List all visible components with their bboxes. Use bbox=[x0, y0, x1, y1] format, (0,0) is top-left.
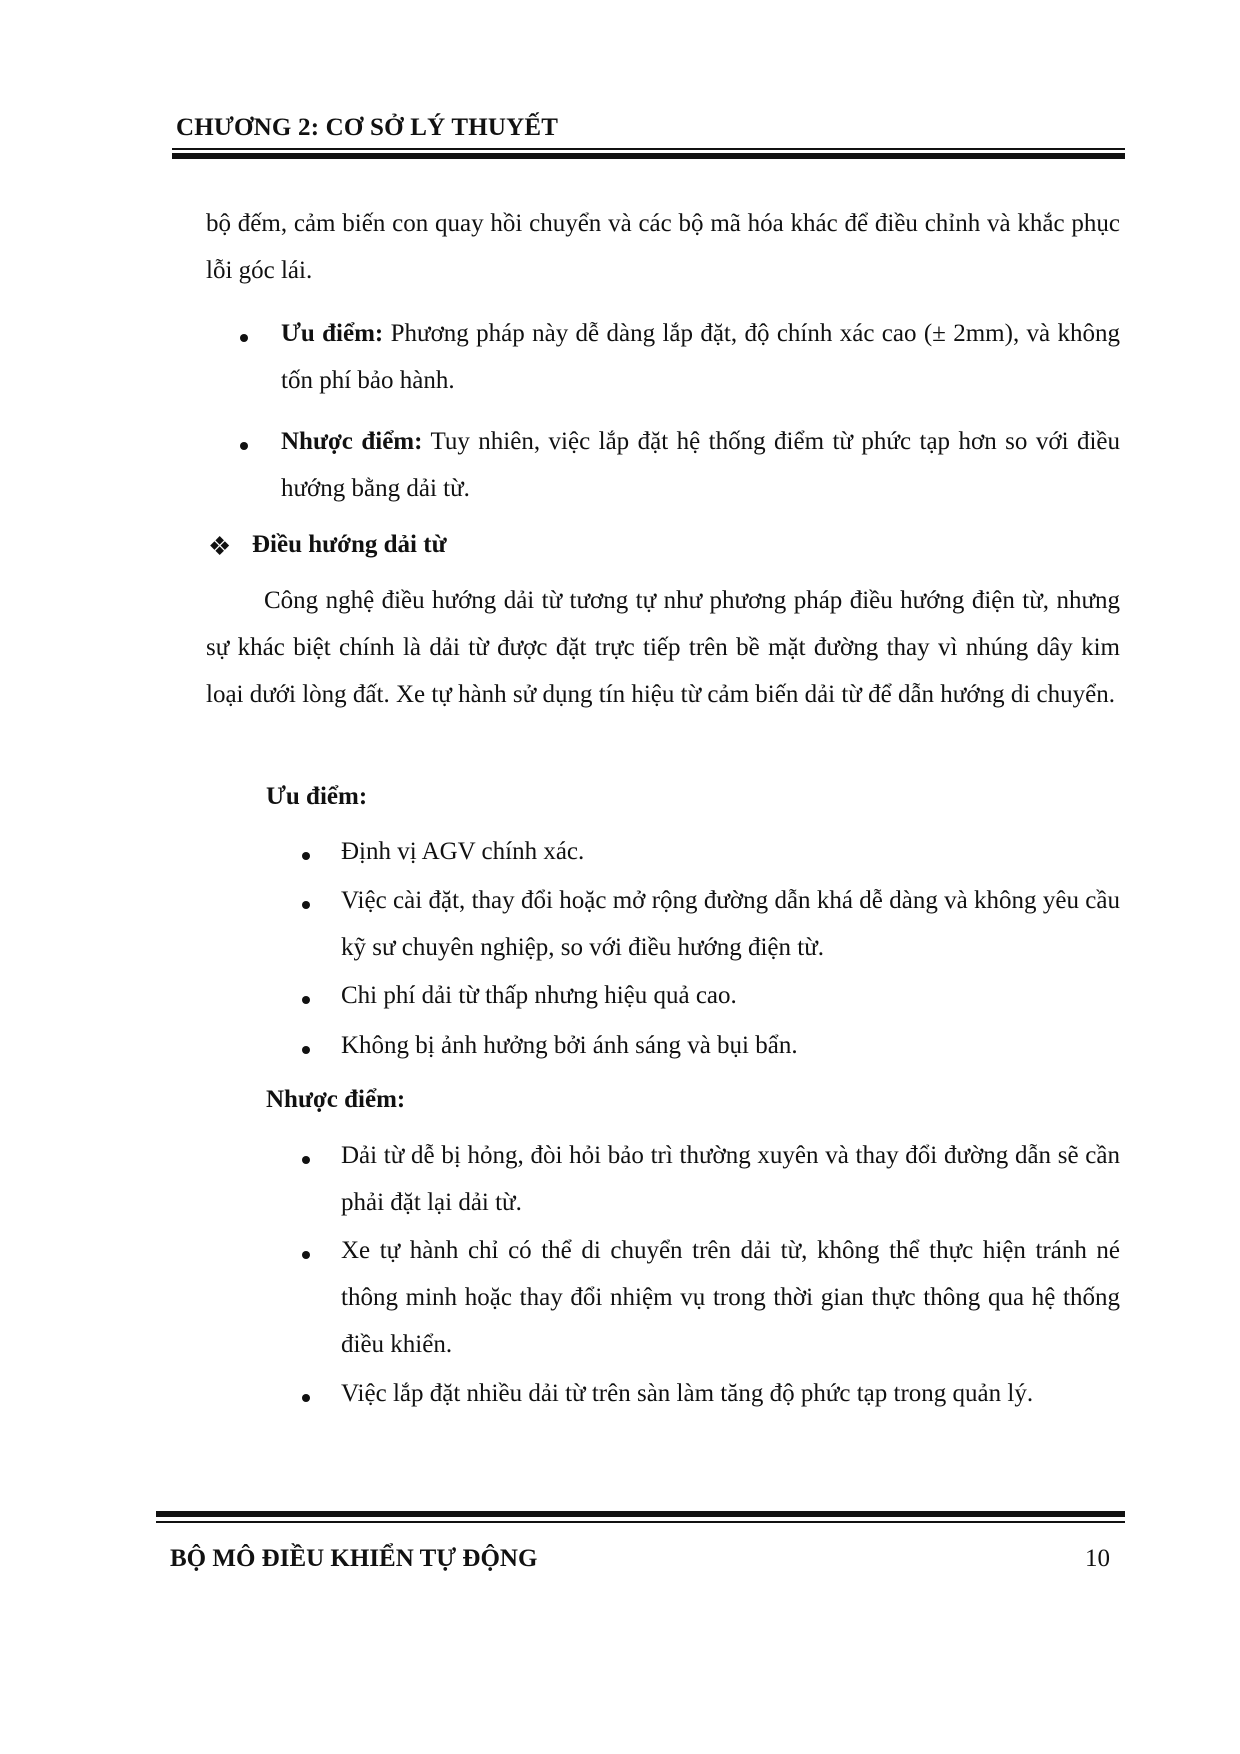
footer-rule-thick bbox=[156, 1511, 1125, 1517]
list-item: Việc cài đặt, thay đổi hoặc mở rộng đường dẫn khá dễ dàng và không yêu cầu kỹ sư chuyên nghiệp, so với điều hướng điện từ. bbox=[341, 887, 1120, 961]
advantages-heading: Ưu điểm: bbox=[266, 783, 368, 810]
disadvantages-heading: Nhược điểm: bbox=[266, 1086, 406, 1113]
bullet-dot bbox=[240, 442, 248, 450]
disadvantage-bullet bbox=[281, 418, 1120, 512]
bullet-dot bbox=[302, 852, 310, 860]
bullet-dot bbox=[240, 334, 248, 342]
page-number: 10 bbox=[1085, 1545, 1110, 1572]
disadvantage-label: Nhược điểm: bbox=[281, 428, 423, 455]
list-item: Dải từ dễ bị hỏng, đòi hỏi bảo trì thường xuyên và thay đổi đường dẫn sẽ cần phải đặt lại dải từ. bbox=[341, 1142, 1120, 1216]
chapter-header-title: CHƯƠNG 2: CƠ SỞ LÝ THUYẾT bbox=[176, 114, 559, 141]
diamond-bullet-icon: ❖ bbox=[208, 532, 232, 561]
list-item: Việc lắp đặt nhiều dải từ trên sàn làm tăng độ phức tạp trong quản lý. bbox=[341, 1380, 1034, 1407]
list-item: Chi phí dải từ thấp nhưng hiệu quả cao. bbox=[341, 982, 737, 1009]
bullet-dot bbox=[302, 1394, 310, 1402]
bullet-dot bbox=[302, 1046, 310, 1054]
list-item: Xe tự hành chỉ có thể di chuyển trên dải từ, không thể thực hiện tránh né thông minh hoặc thay đổi nhiệm vụ trong thời gian thực thông qua hệ thống điều khiển. bbox=[341, 1237, 1120, 1358]
header-rule-thick bbox=[172, 153, 1125, 159]
bullet-dot bbox=[302, 1156, 310, 1164]
bullet-dot bbox=[302, 901, 310, 909]
intro-paragraph: bộ đếm, cảm biến con quay hồi chuyển và các bộ mã hóa khác để điều chỉnh và khắc phục lỗi góc lái. bbox=[206, 210, 1120, 284]
advantage-label: Ưu điểm: bbox=[281, 320, 384, 347]
advantage-bullet bbox=[281, 310, 1120, 404]
list-item: Định vị AGV chính xác. bbox=[341, 838, 585, 865]
list-item: Không bị ảnh hưởng bởi ánh sáng và bụi bẩn. bbox=[341, 1032, 798, 1059]
footer-rule-thin bbox=[156, 1521, 1125, 1523]
section-paragraph: Công nghệ điều hướng dải từ tương tự như phương pháp điều hướng điện từ, nhưng sự khác biệt chính là dải từ được đặt trực tiếp trên bề mặt đường thay vì nhúng dây kim loại dưới lòng đất. Xe tự hành sử dụng tín hiệu từ cảm biến dải từ để dẫn hướng di chuyển. bbox=[206, 587, 1120, 708]
advantage-text: Phương pháp này dễ dàng lắp đặt, độ chính xác cao (± 2mm), và không tốn phí bảo hành. bbox=[281, 320, 1120, 394]
bullet-dot bbox=[302, 1251, 310, 1259]
header-rule-thin bbox=[172, 148, 1125, 150]
section-heading: Điều hướng dải từ bbox=[252, 531, 447, 558]
footer-department-title: BỘ MÔ ĐIỀU KHIỂN TỰ ĐỘNG bbox=[170, 1545, 538, 1572]
disadvantage-text: Tuy nhiên, việc lắp đặt hệ thống điểm từ phức tạp hơn so với điều hướng bằng dải từ. bbox=[281, 428, 1121, 502]
bullet-dot bbox=[302, 996, 310, 1004]
